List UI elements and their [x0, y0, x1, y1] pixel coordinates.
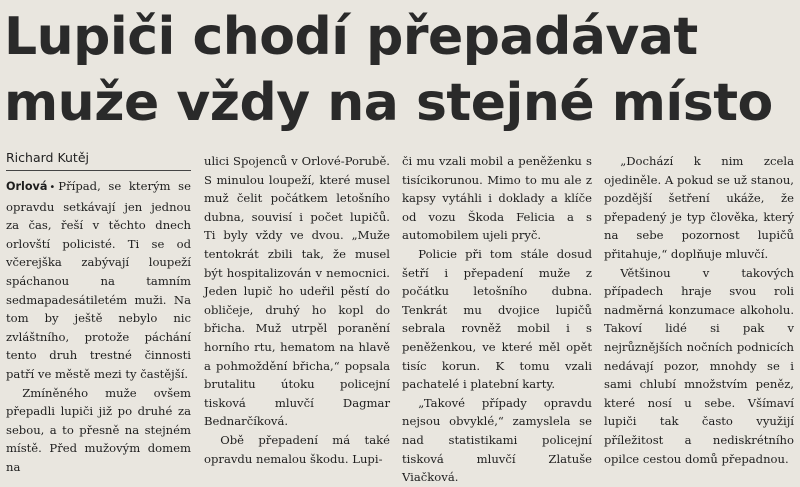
- headline-line-1: Lupiči chodí přepadávat: [4, 7, 698, 67]
- headline-line-2: muže vždy na stejné místo: [4, 73, 773, 133]
- byline-rule: [6, 170, 191, 171]
- article-paragraph: „Dochází k nim zcela ojediněle. A pokud se už stanou, pozdější šetření ukáže, že přepadený je typ člověka, který na sebe pozornost lupičů přitahuje,“ doplňuje mluvčí.: [604, 154, 794, 261]
- article-paragraph: ulici Spojenců v Orlové-Porubě. S minulou loupeží, které musel muž čelit počátkem letošního dubna, souvisí i počet lupičů. Ti byly vždy ve dvou. „Muže tentokrát zbili tak, že musel být hospitalizován v nemocnici. Jeden lupič ho udeřil pěstí do obličeje, druhý ho kopl do břicha. Muž utrpěl poranění horního rtu, hematom na hlavě a pohmoždění břicha,“ popsala brutalitu útoku policejní tisková mluvčí Dagmar Bednarčíková.: [204, 154, 390, 429]
- article-paragraph: Většinou v takových případech hraje svou roli nadměrná konzumace alkoholu. Takoví lidé si pak v nejrůznějších nočních podnicích nedávají pozor, mnohdy se i sami chlubí množstvím peněz, které nosí u sebe. Všímaví lupiči tak často využijí příležitost a nediskrétního opilce cestou domů přepadnou.: [604, 265, 794, 466]
- article-paragraph: Policie při tom stále dosud šetří i přepadení muže z počátku letošního dubna. Tenkrát mu dvojice lupičů sebrala rovněž mobil i s peněženkou, ve které měl opět tisíc korun. K tomu vzali pachatelé i platební karty.: [402, 246, 592, 392]
- headline: [4, 4, 796, 136]
- article-paragraph: „Takové případy opravdu nejsou obvyklé,“ zamyslela se nad statistikami policejní tisková mluvčí Zlatuše Viačková.: [402, 395, 592, 485]
- paragraph-text: Případ, se kterým se opravdu setkávají jen jednou za čas, řeší v těchto dnech orlovští policisté. Ti se od včerejška zabývají loupeží spáchanou na tamním sedmapadesátiletém muži. Na tom by ještě nebylo nic zvláštního, protože páchání tento druh trestné činnosti patří ve městě mezi ty častější.: [6, 179, 191, 381]
- article-paragraph: Obě přepadení má také opravdu nemalou škodu. Lupi-: [204, 432, 390, 466]
- article-column-4: [604, 152, 794, 466]
- article-column-3: [402, 152, 592, 485]
- article-paragraph: či mu vzali mobil a peněženku s tisícikorunou. Mimo to mu ale z kapsy vytáhli i doklady a klíče od vozu Škoda Felicia a s automobilem ujeli pryč.: [402, 154, 592, 243]
- byline: Richard Kutěj: [6, 150, 90, 165]
- lead-location: Orlová: [6, 180, 48, 193]
- article-column-2: [204, 152, 390, 466]
- bullet-separator: •: [49, 182, 56, 193]
- article-paragraph: Zmíněného muže ovšem přepadli lupiči již po druhé za sebou, a to přesně na stejném místě. Před mužovým domem na: [6, 385, 191, 474]
- article-paragraph: [6, 177, 191, 384]
- article-column-1: [6, 177, 191, 474]
